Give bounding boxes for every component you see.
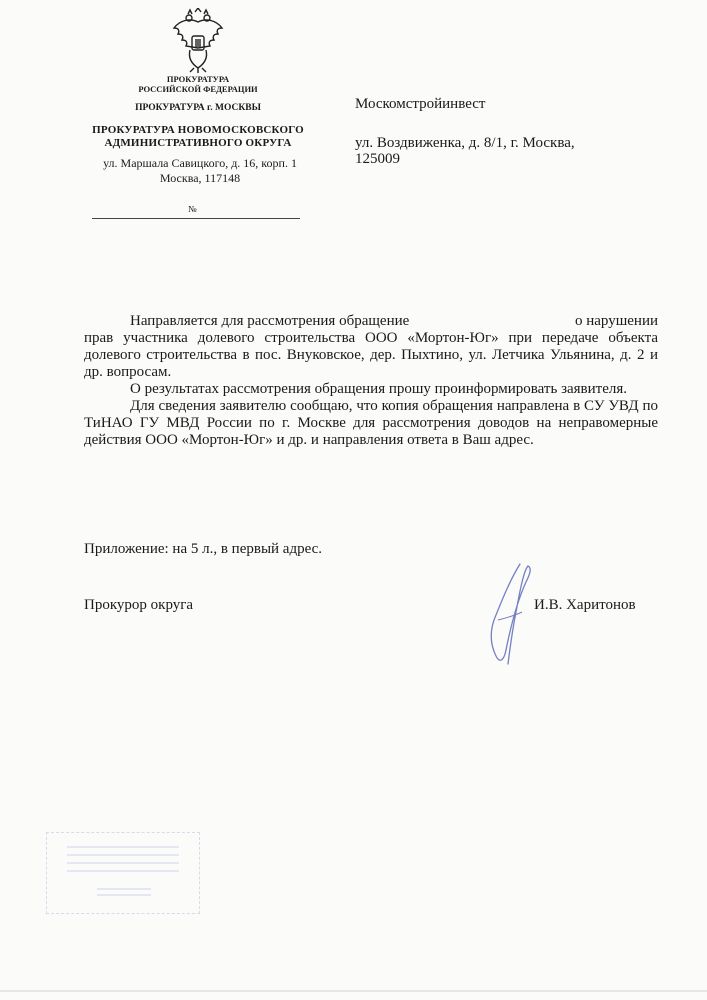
office-line1: ПРОКУРАТУРА НОВОМОСКОВСКОГО [92, 124, 304, 136]
recipient-address-line1: ул. Воздвиженка, д. 8/1, г. Москва, [355, 135, 575, 151]
issuer-address-line1: ул. Маршала Савицкого, д. 16, корп. 1 [103, 156, 297, 170]
body-p1-start: Направляется для рассмотрения обращение [130, 313, 410, 329]
reg-number-label: № [188, 204, 197, 214]
signatory-name: И.В. Харитонов [534, 597, 636, 613]
body-paragraph-3: Для сведения заявителю сообщаю, что копия обращения направлена в СУ УВД по ТиНАО ГУ МВД России по г. Москве для рассмотрения доводов на неправомерные действия ООО «Мортон-Юг» и др. и направления ответа в Ваш адрес. [84, 398, 658, 448]
recipient-name: Москомстройинвест [355, 96, 486, 112]
issuer-line2: РОССИЙСКОЙ ФЕДЕРАЦИИ [138, 84, 258, 94]
recipient-address [355, 135, 675, 167]
handwritten-signature [480, 560, 540, 670]
body-paragraph-1: прав участника долевого строительства ООО «Мортон-Юг» при передаче объекта долевого строительства в пос. Внуковское, дер. Пыхтино, ул. Летчика Ульянина, д. 2 и др. вопросам. [84, 330, 658, 380]
body-first-line [84, 313, 658, 330]
registration-number-line [92, 204, 300, 219]
attachment-note: Приложение: на 5 л., в первый адрес. [84, 541, 323, 557]
office-line2: АДМИНИСТРАТИВНОГО ОКРУГА [104, 137, 292, 149]
issuer-header [120, 74, 276, 94]
office-name [70, 124, 326, 150]
coat-of-arms-emblem [168, 8, 228, 74]
city-office: ПРОКУРАТУРА г. МОСКВЫ [135, 103, 261, 113]
issuer-line1: ПРОКУРАТУРА [166, 74, 230, 84]
letter-body [84, 313, 658, 449]
faded-stamp [46, 832, 200, 914]
issuer-address-line2: Москва, 117148 [159, 171, 241, 185]
body-p1-end: о нарушении [574, 313, 658, 329]
issuer-address [76, 156, 324, 186]
scan-edge [0, 990, 707, 992]
recipient-address-line2: 125009 [355, 151, 400, 167]
body-paragraph-2: О результатах рассмотрения обращения прошу проинформировать заявителя. [130, 381, 628, 397]
signatory-position: Прокурор округа [84, 597, 194, 613]
